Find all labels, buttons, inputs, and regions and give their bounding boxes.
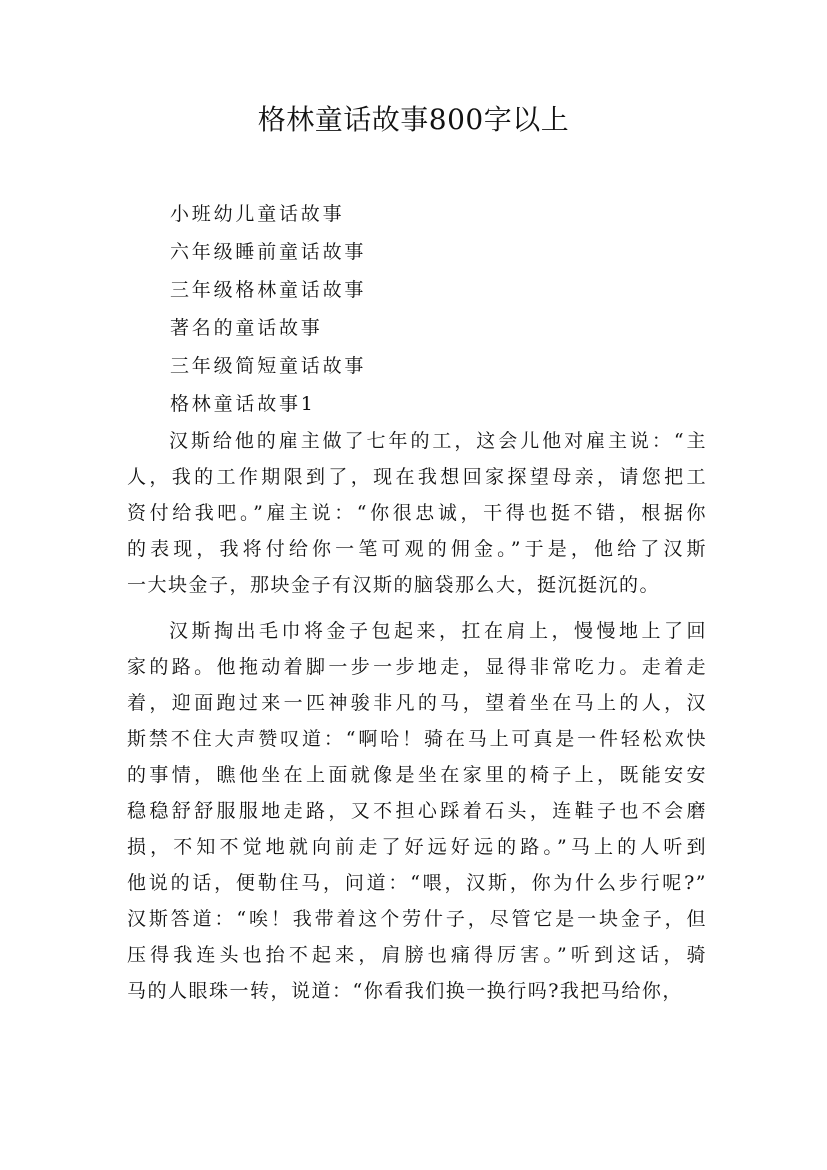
toc-item: 小班幼儿童话故事: [170, 203, 345, 225]
toc-item: 三年级格林童话故事: [170, 279, 367, 301]
toc-list: [170, 195, 366, 423]
text-line: 斯禁不住大声赞叹道：“啊哈！骑在马上可真是一件轻松欢快: [127, 728, 707, 750]
toc-item: 三年级简短童话故事: [170, 355, 367, 377]
text-line: 损，不知不觉地就向前走了好远好远的路。”马上的人听到: [127, 836, 707, 858]
text-line: 他说的话，便勒住马，问道：“喂，汉斯，你为什么步行呢?”: [127, 872, 707, 894]
text-line: 的事情，瞧他坐在上面就像是坐在家里的椅子上，既能安安: [127, 764, 707, 786]
text-line: 压得我连头也抬不起来，肩膀也痛得厉害。”听到这话，骑: [127, 944, 707, 966]
text-line: 家的路。他拖动着脚一步一步地走，显得非常吃力。走着走: [127, 656, 707, 678]
text-line: 汉斯掏出毛巾将金子包起来，扛在肩上，慢慢地上了回: [169, 620, 707, 642]
story-body: [127, 423, 707, 1019]
toc-item: 格林童话故事1: [170, 393, 316, 415]
document-title: 格林童话故事800字以上: [257, 103, 570, 136]
text-line: 一大块金子，那块金子有汉斯的脑袋那么大，挺沉挺沉的。: [127, 574, 661, 596]
paragraph: [127, 613, 707, 1009]
text-line: 汉斯答道：“唉！我带着这个劳什子，尽管它是一块金子，但: [127, 908, 707, 930]
text-line: 着，迎面跑过来一匹神骏非凡的马，望着坐在马上的人，汉: [127, 692, 707, 714]
text-line: 资付给我吧。”雇主说：“你很忠诚，干得也挺不错，根据你: [127, 502, 707, 524]
toc-item: 六年级睡前童话故事: [170, 241, 367, 263]
text-line: 稳稳舒舒服服地走路，又不担心踩着石头，连鞋子也不会磨: [127, 800, 707, 822]
toc-item: 著名的童话故事: [170, 317, 323, 339]
text-line: 汉斯给他的雇主做了七年的工，这会儿他对雇主说：“主: [169, 430, 707, 452]
paragraph: [127, 423, 707, 603]
text-line: 人，我的工作期限到了，现在我想回家探望母亲，请您把工: [127, 466, 707, 488]
text-line: 的表现，我将付给你一笔可观的佣金。”于是，他给了汉斯: [127, 538, 707, 560]
text-line: 马的人眼珠一转，说道：“你看我们换一换行吗?我把马给你，: [127, 980, 683, 1002]
